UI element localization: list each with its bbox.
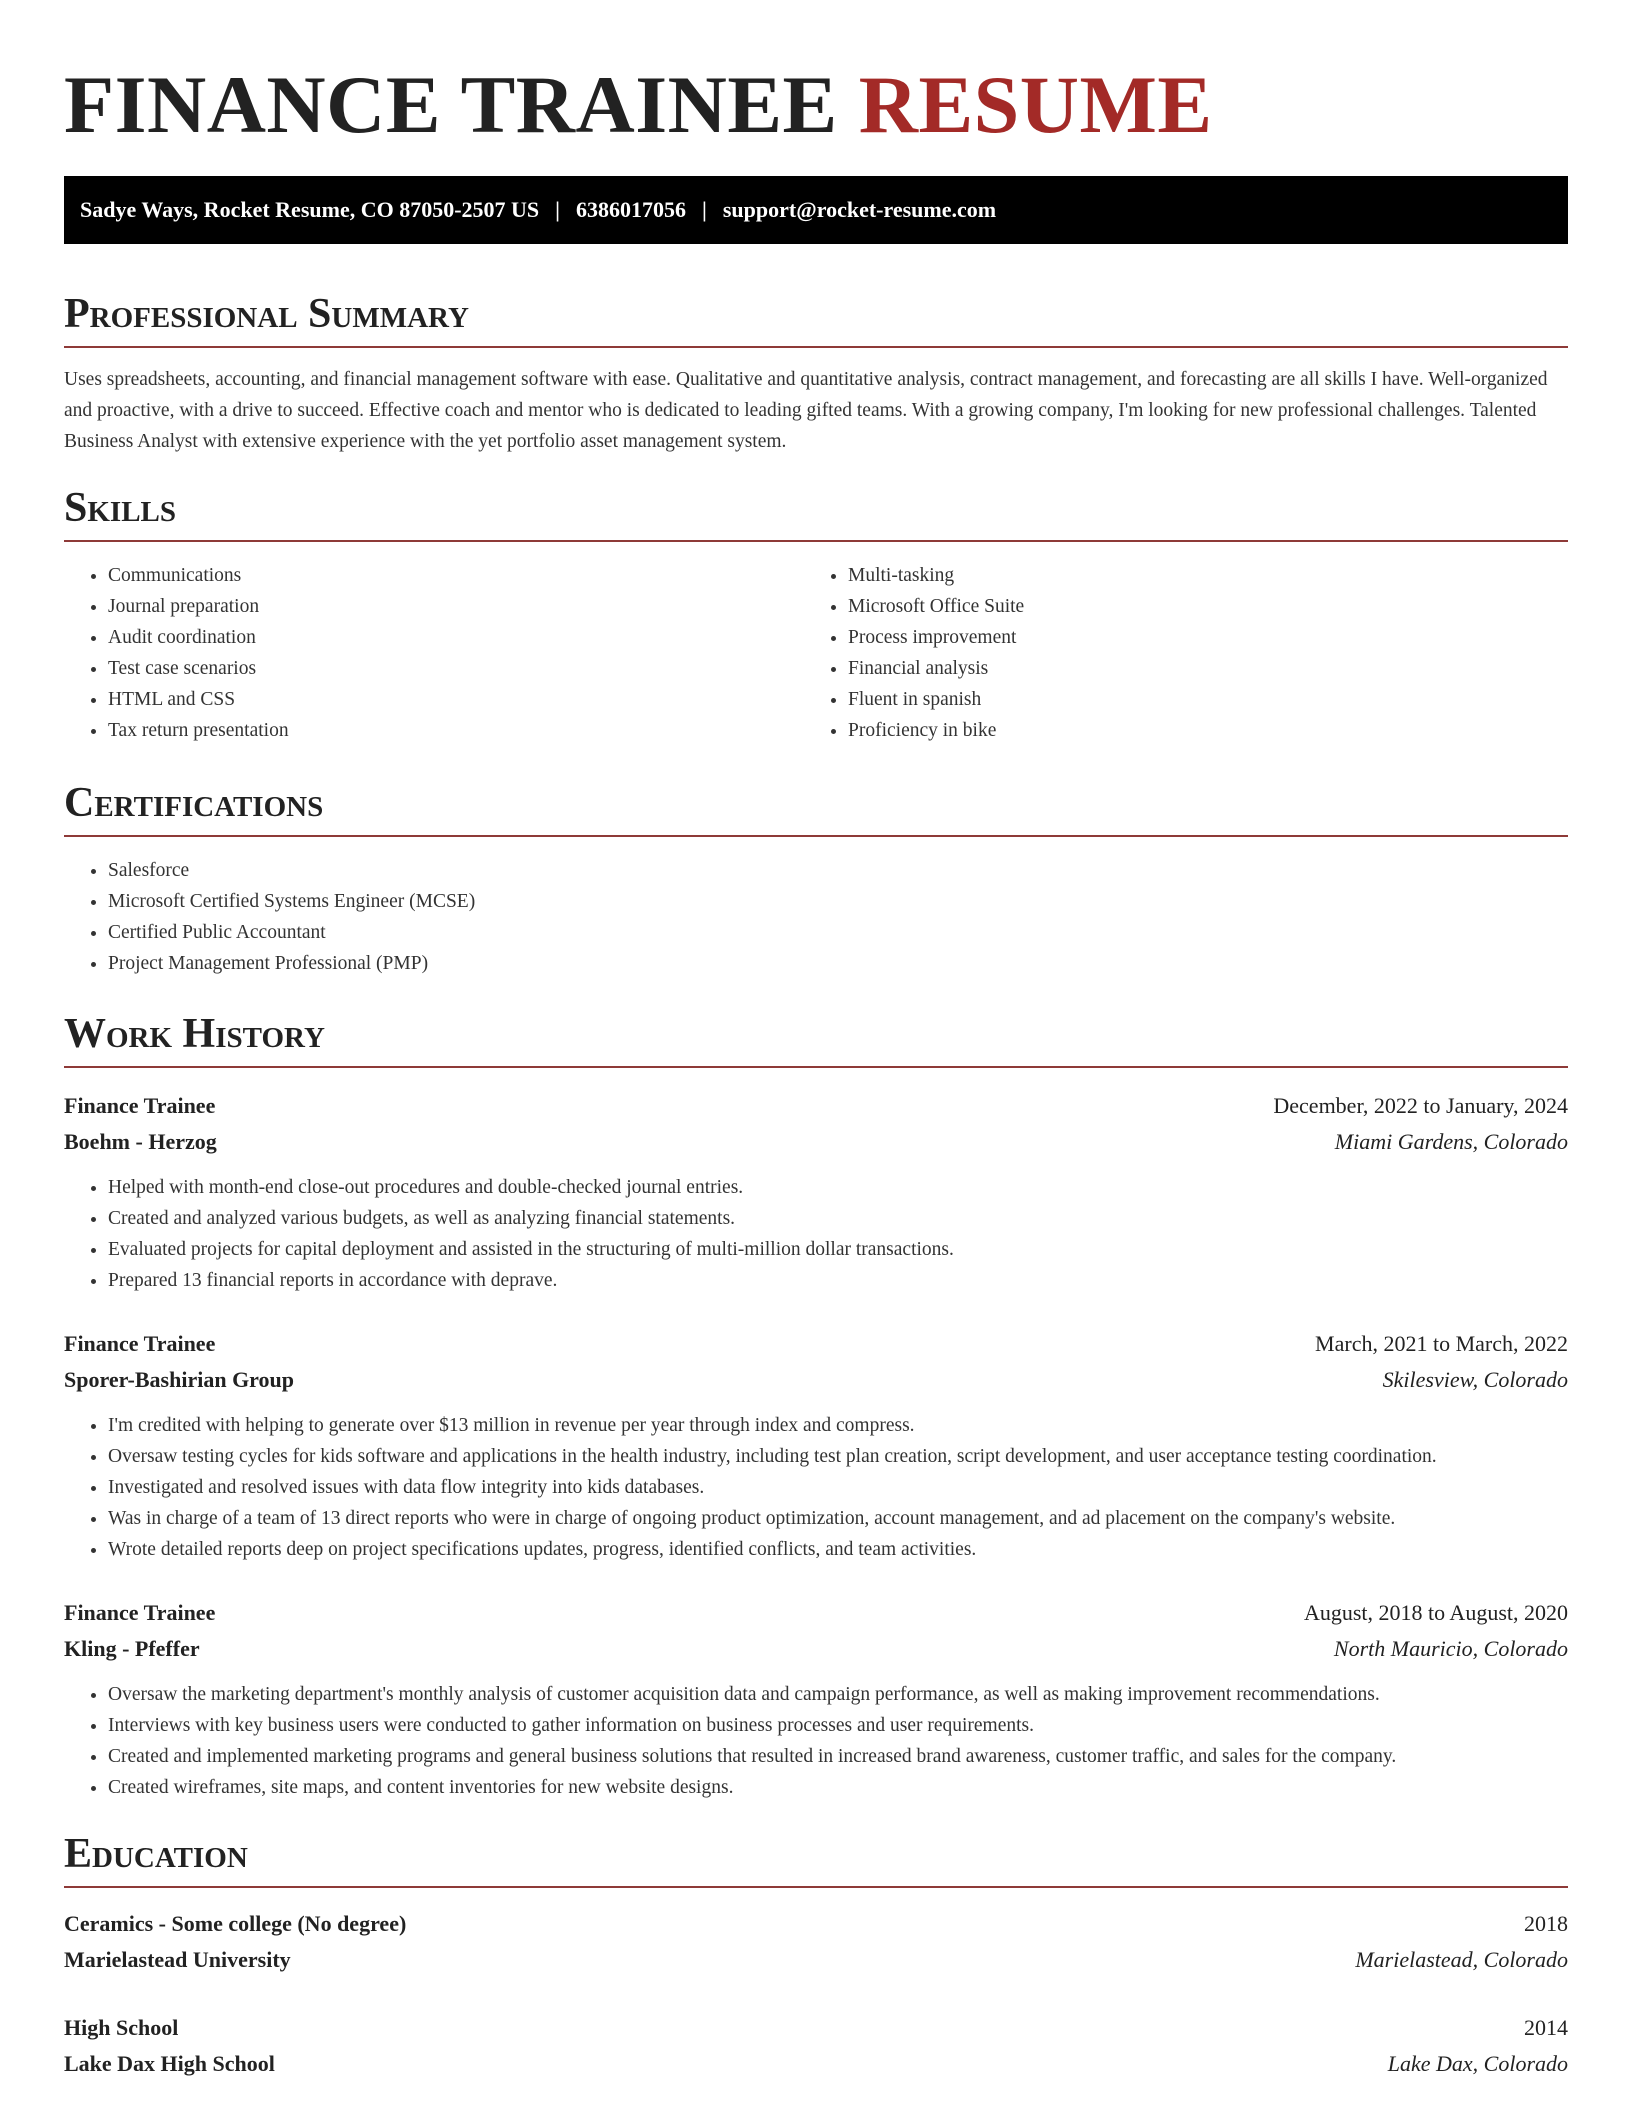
- job-bullet: • Investigated and resolved issues with data flow integrity into kids databases.: [108, 1472, 1568, 1503]
- job-bullet: • Helped with month-end close-out procedures and double-checked journal entries.: [108, 1172, 1568, 1203]
- resume-title-accent: RESUME: [858, 59, 1213, 150]
- skill-item: • Audit coordination: [108, 622, 804, 653]
- job-location: North Mauricio, Colorado: [1333, 1636, 1568, 1661]
- certification-item: • Microsoft Certified Systems Engineer (MCSE): [108, 886, 1568, 917]
- contact-separator: |: [555, 197, 561, 222]
- job-entry: [64, 1595, 1568, 1803]
- skill-item: • Tax return presentation: [108, 715, 804, 746]
- job-bullet: • Oversaw testing cycles for kids software and applications in the health industry, including test plan creation, script development, and user acceptance testing coordination.: [108, 1441, 1568, 1472]
- job-bullets: [64, 1172, 1568, 1296]
- job-bullet: • Oversaw the marketing department's monthly analysis of customer acquisition data and campaign performance, as well as making improvement recommendations.: [108, 1679, 1568, 1710]
- job-header-row: [64, 1595, 1568, 1631]
- summary-heading: Professional Summary: [64, 290, 1568, 348]
- job-dates: December, 2022 to January, 2024: [1273, 1093, 1568, 1118]
- skill-item: • HTML and CSS: [108, 684, 804, 715]
- skills-column-right: [804, 560, 1544, 746]
- skill-item: • Fluent in spanish: [848, 684, 1544, 715]
- job-title: Finance Trainee: [64, 1331, 216, 1356]
- skill-item: • Test case scenarios: [108, 653, 804, 684]
- education-school: Lake Dax High School: [64, 2051, 275, 2076]
- contact-address: Sadye Ways, Rocket Resume, CO 87050-2507 US: [80, 197, 540, 222]
- skill-item: • Journal preparation: [108, 591, 804, 622]
- skills-column-left: [64, 560, 804, 746]
- job-company-row: [64, 1362, 1568, 1398]
- education-school: Marielastead University: [64, 1947, 291, 1972]
- education-year: 2014: [1524, 2015, 1568, 2040]
- job-company: Kling - Pfeffer: [64, 1636, 200, 1661]
- job-title: Finance Trainee: [64, 1093, 216, 1118]
- job-bullet: • Interviews with key business users were conducted to gather information on business processes and user requirements.: [108, 1710, 1568, 1741]
- education-location: Lake Dax, Colorado: [1387, 2051, 1568, 2076]
- contact-separator: |: [702, 197, 707, 222]
- job-company-row: [64, 1631, 1568, 1667]
- resume-title-main: FINANCE TRAINEE: [64, 59, 838, 150]
- summary-text: Uses spreadsheets, accounting, and financial management software with ease. Qualitative and quantitative analysis, contract management, and forecasting are all skills I have. Well-organized and proactive, with a drive to succeed. Effective coach and mentor who is dedicated to leading gifted teams. With a growing company, I'm looking for new professional challenges. Talented Business Analyst with extensive experience with the yet portfolio asset management system.: [64, 369, 1548, 452]
- skill-item: • Proficiency in bike: [848, 715, 1544, 746]
- education-degree-row: [64, 1906, 1568, 1942]
- job-bullet: • Created and analyzed various budgets, as well as analyzing financial statements.: [108, 1203, 1568, 1234]
- education-entry: [64, 1906, 1568, 1978]
- job-bullet: • Prepared 13 financial reports in accordance with deprave.: [108, 1265, 1568, 1296]
- job-dates: August, 2018 to August, 2020: [1303, 1600, 1568, 1625]
- education-degree-row: [64, 2010, 1568, 2046]
- education-location: Marielastead, Colorado: [1355, 1947, 1568, 1972]
- contact-email: support@rocket-resume.com: [722, 197, 997, 222]
- education-entry: [64, 2010, 1568, 2082]
- education-degree: High School: [64, 2015, 179, 2040]
- resume-page: [64, 0, 1568, 2082]
- resume-title: [64, 58, 1568, 152]
- job-bullet: • Wrote detailed reports deep on project specifications updates, progress, identified conflicts, and team activities.: [108, 1534, 1568, 1565]
- certifications-list: [64, 855, 1568, 979]
- education-school-row: [64, 1942, 1568, 1978]
- job-entry: [64, 1088, 1568, 1296]
- job-location: Miami Gardens, Colorado: [1334, 1129, 1568, 1154]
- certification-item: • Salesforce: [108, 855, 1568, 886]
- skill-item: • Process improvement: [848, 622, 1544, 653]
- job-bullet: • Created and implemented marketing programs and general business solutions that resulted in increased brand awareness, customer traffic, and sales for the company.: [108, 1741, 1568, 1772]
- education-school-row: [64, 2046, 1568, 2082]
- job-company: Boehm - Herzog: [64, 1129, 217, 1154]
- skill-item: • Communications: [108, 560, 804, 591]
- contact-phone: 6386017056: [576, 197, 687, 222]
- job-bullet: • I'm credited with helping to generate over $13 million in revenue per year through index and compress.: [108, 1410, 1568, 1441]
- education-year: 2018: [1524, 1911, 1568, 1936]
- job-entry: [64, 1326, 1568, 1565]
- certification-item: • Certified Public Accountant: [108, 917, 1568, 948]
- job-bullet: • Was in charge of a team of 13 direct reports who were in charge of ongoing product optimization, account management, and ad placement on the company's website.: [108, 1503, 1568, 1534]
- education-heading: Education: [64, 1830, 1568, 1888]
- skill-item: • Financial analysis: [848, 653, 1544, 684]
- education-degree: Ceramics - Some college (No degree): [64, 1911, 407, 1936]
- work-history-heading: Work History: [64, 1010, 1568, 1068]
- job-location: Skilesview, Colorado: [1382, 1367, 1568, 1392]
- job-header-row: [64, 1088, 1568, 1124]
- skills-heading: Skills: [64, 484, 1568, 542]
- skill-item: • Microsoft Office Suite: [848, 591, 1544, 622]
- certifications-heading: Certifications: [64, 779, 1568, 837]
- job-company: Sporer-Bashirian Group: [64, 1367, 295, 1392]
- job-bullets: [64, 1410, 1568, 1565]
- skills-list: [64, 560, 1568, 746]
- skill-item: • Multi-tasking: [848, 560, 1544, 591]
- job-bullet: • Created wireframes, site maps, and content inventories for new website designs.: [108, 1772, 1568, 1803]
- job-bullets: [64, 1679, 1568, 1803]
- job-header-row: [64, 1326, 1568, 1362]
- contact-bar: [64, 176, 1568, 244]
- job-dates: March, 2021 to March, 2022: [1315, 1331, 1568, 1356]
- job-title: Finance Trainee: [64, 1600, 216, 1625]
- job-bullet: • Evaluated projects for capital deployment and assisted in the structuring of multi-million dollar transactions.: [108, 1234, 1568, 1265]
- certification-item: • Project Management Professional (PMP): [108, 948, 1568, 979]
- job-company-row: [64, 1124, 1568, 1160]
